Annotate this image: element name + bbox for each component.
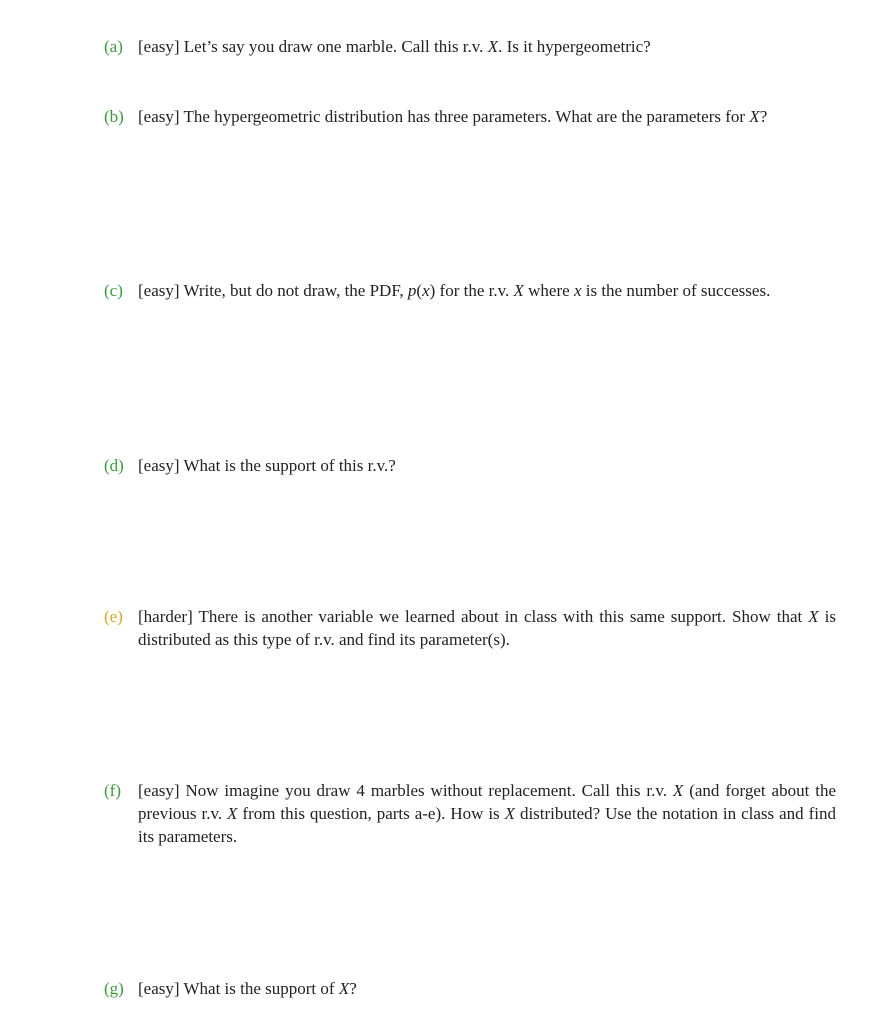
- difficulty-tag: [easy]: [138, 281, 180, 300]
- question-label-a: (a): [104, 37, 123, 56]
- question-text-e: [harder] There is another variable we learned about in class with this same support. Show that X is distributed as this type of r.v. and find its parameter(s).: [138, 607, 836, 649]
- question-label-b: (b): [104, 107, 124, 126]
- question-b: [104, 105, 836, 128]
- question-text-b: [easy] The hypergeometric distribution has three parameters. What are the parameters for X?: [138, 107, 768, 126]
- question-label-e: (e): [104, 607, 123, 626]
- question-label-g: (g): [104, 979, 124, 998]
- question-d: [104, 454, 836, 477]
- question-text-c: [easy] Write, but do not draw, the PDF, p(x) for the r.v. X where x is the number of successes.: [138, 281, 771, 300]
- question-f: [104, 779, 836, 848]
- difficulty-tag: [easy]: [138, 979, 180, 998]
- question-label-d: (d): [104, 456, 124, 475]
- question-text-f: [easy] Now imagine you draw 4 marbles without replacement. Call this r.v. X (and forget about the previous r.v. X from this question, parts a-e). How is X distributed? Use the notation in class and find its parameters.: [138, 781, 836, 846]
- question-g: [104, 977, 836, 1000]
- question-label-f: (f): [104, 781, 121, 800]
- question-a: [104, 35, 836, 58]
- difficulty-tag: [easy]: [138, 781, 180, 800]
- difficulty-tag: [easy]: [138, 37, 180, 56]
- difficulty-tag: [easy]: [138, 107, 180, 126]
- difficulty-tag: [easy]: [138, 456, 180, 475]
- question-text-a: [easy] Let’s say you draw one marble. Call this r.v. X. Is it hypergeometric?: [138, 37, 651, 56]
- question-c: [104, 279, 836, 302]
- question-text-d: [easy] What is the support of this r.v.?: [138, 456, 396, 475]
- difficulty-tag: [harder]: [138, 607, 193, 626]
- question-e: [104, 605, 836, 651]
- question-text-g: [easy] What is the support of X?: [138, 979, 357, 998]
- question-label-c: (c): [104, 281, 123, 300]
